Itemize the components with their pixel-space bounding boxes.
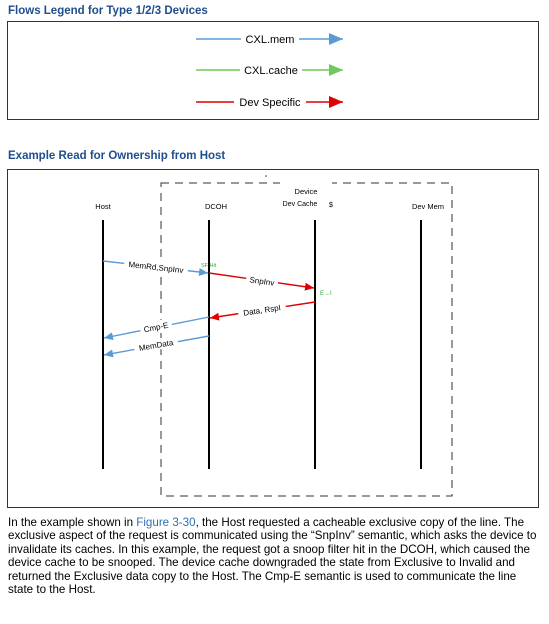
lane-dcoh-label: DCOH [204,202,228,211]
description-paragraph [8,516,540,596]
lane-dev-cache-symbol: $ [329,202,333,209]
legend-dev-specific-label: Dev Specific [239,97,301,109]
lane-dev-cache-label: Dev Cache [282,201,318,208]
msg-memdata-label: MemData [138,338,174,353]
msg-snpinv-label: SnpInv [248,275,275,288]
legend-title: Flows Legend for Type 1/2/3 Devices [8,5,208,17]
lane-dev-mem-label: Dev Mem [411,202,445,211]
lane-host-label: Host [95,202,111,211]
paragraph-text-start: In the example shown in [8,516,137,529]
legend-cxl-mem-label: CXL.mem [245,34,295,46]
legend-cxl-cache-label: CXL.cache [244,65,298,77]
msg-cmp-e-label: Cmp-E [143,320,170,335]
figure-link[interactable]: Figure 3-30 [136,516,196,529]
device-group-label: Device [294,187,318,196]
e-to-i-annotation: E→I [320,291,332,297]
example-title: Example Read for Ownership from Host [8,150,226,162]
device-group-box [161,183,452,496]
sf-hit-annotation: SF Hit [201,263,217,269]
paragraph-text-rest: , the Host requested a cacheable exclusive copy of the line. The exclusive aspect of the request is communicated using the “SnpInv” semantic, which asks the device to invalidate its caches. In this example, the request got a snoop filter hit in the DCOH, which caused the device cache to be snooped. The device cache downgraded the state from Exclusive to Invalid and returned the Exclusive data copy to the Host. The Cmp-E semantic is used to communicate the line state to the Host. [8,516,537,597]
msg-memrd-snpinv-label: MemRd,SnpInv [128,259,184,276]
msg-data-rspi-label: Data, RspI [242,303,282,318]
